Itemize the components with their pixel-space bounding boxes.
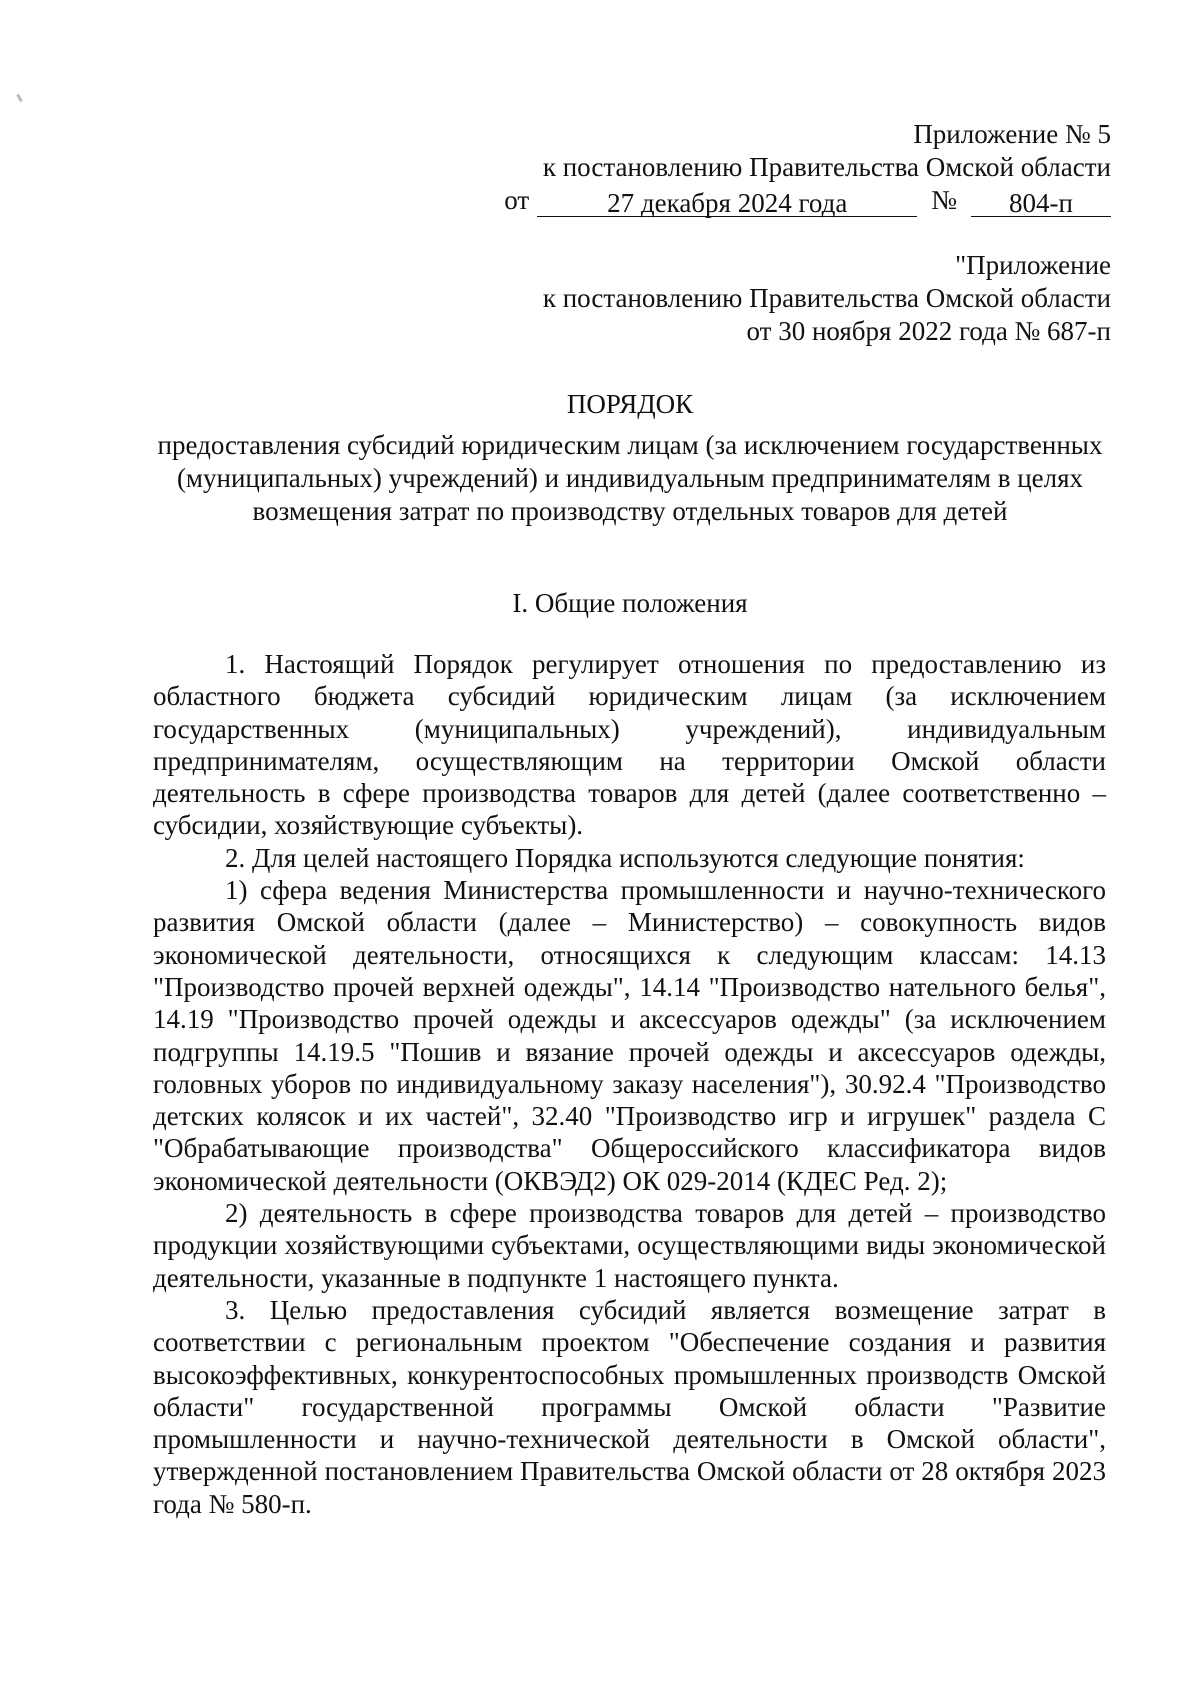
paragraph-3: 3. Целью предоставления субсидий является возмещение затрат в соответствии с региональным проектом "Обеспечение создания и развития высокоэффективных, конкурентоспособных промышленных производств Омской области" государственной программы Омской области "Развитие промышленности и научно-технической деятельности в Омской области", утвержденной постановлением Правительства Омской области от 28 октября 2023 года № 580-п.	[153, 1294, 1106, 1519]
appendix-date: 27 декабря 2024 года	[537, 190, 917, 217]
appendix-reference: к постановлению Правительства Омской области	[542, 152, 1111, 182]
prior-appendix-date: от 30 ноября 2022 года № 687-п	[746, 316, 1111, 346]
appendix-number-value: 804-п	[971, 190, 1111, 217]
paragraph-1: 1. Настоящий Порядок регулирует отношения по предоставлению из областного бюджета субсидий юридическим лицам (за исключением государственных (муниципальных) учреждений), индивидуальным предпринимателям, осуществляющим на территории Омской области деятельность в сфере производства товаров для детей (далее соответственно – субсидии, хозяйствующие субъекты).	[153, 649, 1106, 841]
paragraph-2-2: 2) деятельность в сфере производства товаров для детей – производство продукции хозяйствующими субъектами, осуществляющими виды экономической деятельности, указанные в подпункте 1 настоящего пункта.	[153, 1198, 1106, 1293]
paragraph-2-1: 1) сфера ведения Министерства промышленности и научно-технического развития Омской области (далее – Министерство) – совокупность видов экономической деятельности, относящихся к следующим классам: 14.13 "Производство прочей верхней одежды", 14.14 "Производство нательного белья", 14.19 "Производство прочей одежды и аксессуаров одежды" (за исключением подгруппы 14.19.5 "Пошив и вязание прочей одежды и аксессуаров одежды, головных уборов по индивидуальному заказу населения"), 30.92.4 "Производство детских колясок и их частей", 32.40 "Производство игр и игрушек" раздела С "Обрабатывающие производства" Общероссийского классификатора видов экономической деятельности (ОКВЭД2) ОК 029-2014 (КДЕС Ред. 2);	[153, 875, 1106, 1196]
prior-appendix-header	[543, 249, 1111, 348]
document-title-block	[150, 388, 1110, 528]
prior-appendix-title: "Приложение	[955, 250, 1111, 280]
prior-appendix-reference: к постановлению Правительства Омской области	[542, 283, 1111, 313]
appendix-date-row	[504, 184, 1111, 217]
date-label: от	[504, 185, 530, 215]
appendix-header	[504, 118, 1111, 217]
paragraph-2: 2. Для целей настоящего Порядка используются следующие понятия:	[225, 842, 1025, 873]
section-heading: I. Общие положения	[512, 588, 748, 618]
number-label: №	[931, 185, 957, 215]
document-subtitle: предоставления субсидий юридическим лицам (за исключением государственных (муниципальных) учреждений) и индивидуальным предпринимателям в целях возмещения затрат по производству отдельных товаров для детей	[157, 430, 1103, 526]
scan-artifact	[16, 94, 23, 102]
appendix-number: Приложение № 5	[913, 119, 1111, 149]
document-body	[153, 648, 1106, 1520]
document-title: ПОРЯДОК	[566, 389, 694, 419]
